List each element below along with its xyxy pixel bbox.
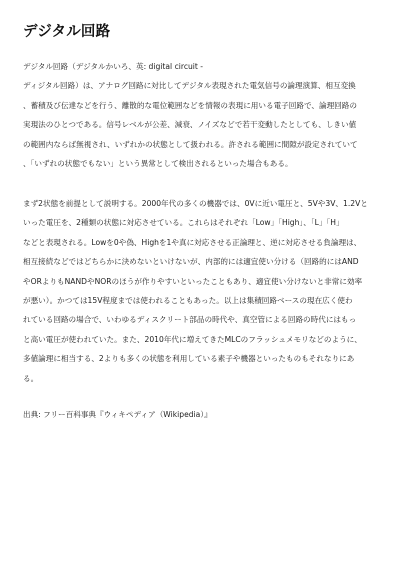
paragraph-line: デジタル回路（デジタルかいろ、英: digital circuit - [23, 62, 204, 71]
paragraph-line: 多値論理に相当する、2よりも多くの状態を利用している素子や機器といったものもそれなりにあ [23, 354, 355, 364]
paragraph-line: ディジタル回路）は、アナログ回路に対比してデジタル表現された電気信号の論理演算、相互変換 [23, 81, 356, 91]
paragraph-line: が悪い）。かつては15V程度までは使われることもあった。以上は集積回路ベースの現在広く使わ [23, 295, 353, 305]
paragraph-line: やORよりもNANDやNORのほうが作りやすいといったこともあり、適宜使い分けないと非常に効率 [23, 276, 363, 286]
paragraph-line: る。 [23, 373, 39, 383]
paragraph-intro [23, 57, 389, 173]
paragraph-line: の範囲内ならば無視され、いずれかの状態として扱われる。許される範囲に間隙が設定されていて [23, 139, 358, 149]
source-citation: 出典: フリー百科事典『ウィキペディア（Wikipedia）』 [23, 410, 212, 419]
paragraph-line: いった電圧を、2種類の状態に対応させている。これらはそれぞれ「Low」「High」、「L」「H」 [23, 218, 344, 228]
paragraph-line: れている回路の場合で、いわゆるディスクリート部品の時代や、真空管による回路の時代にはもっ [23, 315, 357, 325]
paragraph-line: 、蓄積及び伝達などを行う、離散的な電位範囲などを情報の表現に用いる電子回路で、論理回路の [23, 100, 357, 110]
paragraph-line: まず2状態を前提として説明する。2000年代の多くの機器では、0Vに近い電圧と、5Vや3V、1.2Vと [23, 199, 368, 208]
paragraph-line: 相互接続などではどちらかに決めないといけないが、内部的には適宜使い分ける（回路的にはAND [23, 257, 359, 267]
paragraph-line: と高い電圧が使われていた。また、2010年代に増えてきたMLCのフラッシュメモリなどのように、 [23, 334, 362, 344]
paragraph-states [23, 194, 389, 388]
paragraph-line: 実現法のひとつである。信号レベルが公差、減衰、ノイズなどで若干変動したとしても、しきい値 [23, 120, 357, 130]
paragraph-line: などと表現される。Lowを0や偽、Highを1や真に対応させる正論理と、逆に対応させる負論理は、 [23, 237, 362, 247]
paragraph-line: 、「いずれの状態でもない」という異常として検出されるといった場合もある。 [23, 158, 293, 168]
page-title: デジタル回路 [23, 24, 111, 40]
